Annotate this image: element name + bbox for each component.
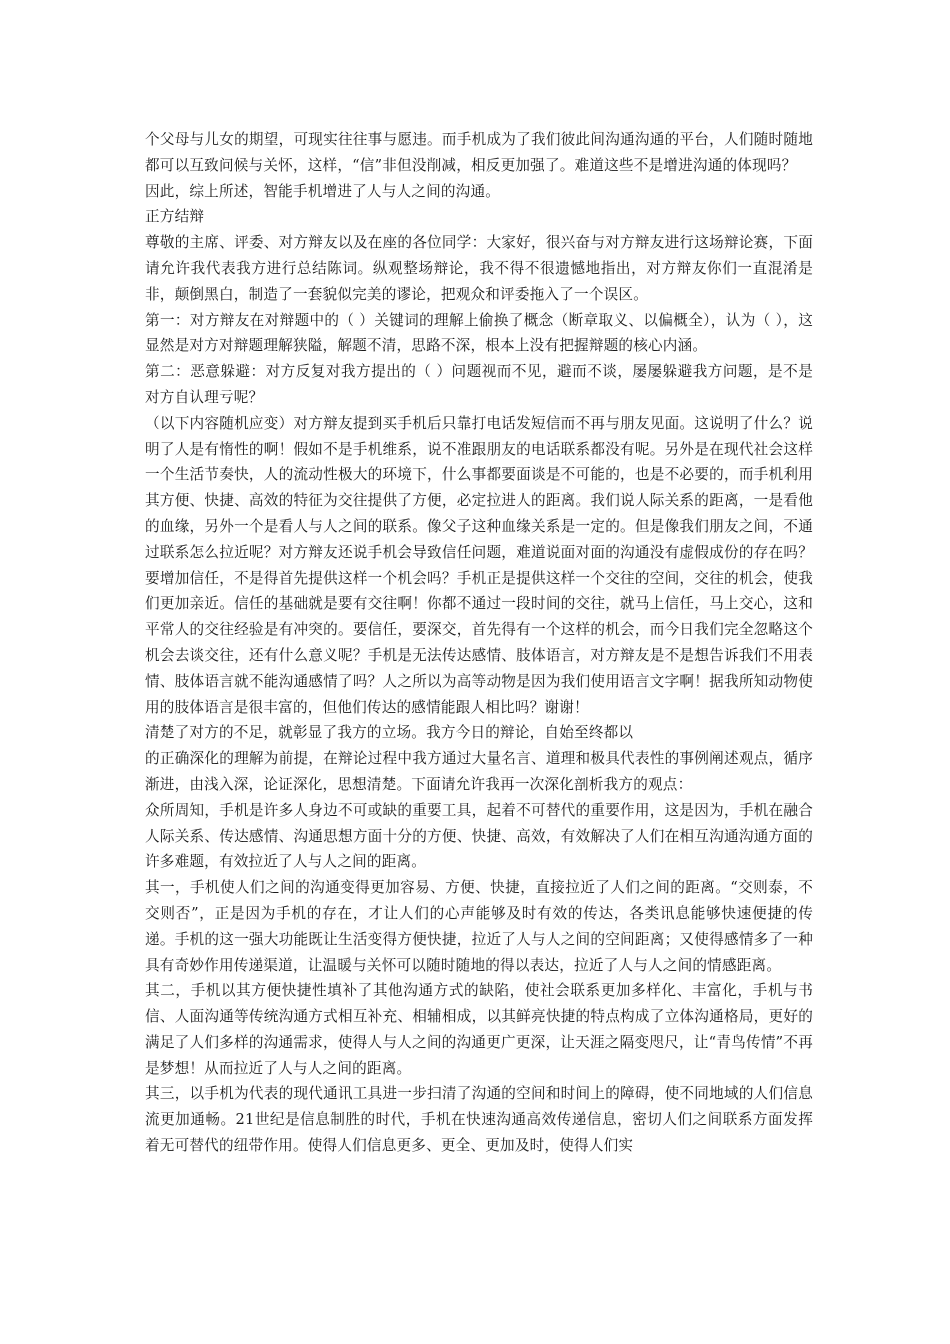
paragraph-5: 第一：对方辩友在对辩题中的（ ）关键词的理解上偷换了概念（断章取义、以偏概全），认为（ ），这显然是对方对辩题理解狭隘，解题不清，思路不深，根本上没有把握辩题的核心内涵。 (145, 311, 813, 355)
paragraph-6: 第二：恶意躲避：对方反复对我方提出的（ ）问题视而不见，避而不谈，屡屡躲避我方问题，是不是对方自认理亏呢？ (145, 363, 813, 406)
paragraph-8: 清楚了对方的不足，就彰显了我方的立场。我方今日的辩论，自始至终都以 (145, 724, 634, 742)
paragraph-2: 因此，综上所述，智能手机增进了人与人之间的沟通。 (145, 182, 501, 200)
paragraph-3: 正方结辩 (145, 208, 205, 226)
paragraph-7: （以下内容随机应变）对方辩友提到买手机后只靠打电话发短信而不再与朋友见面。这说明了什么？说明了人是有惰性的啊！假如不是手机维系，说不准跟朋友的电话联系都没有呢。另外是在现代社会这样一个生活节奏快，人的流动性极大的环境下，什么事都要面谈是不可能的，也是不必要的，而手机利用其方便、快捷、高效的特征为交往提供了方便，必定拉进人的距离。我们说人际关系的距离，一是看他的血缘，另外一个是看人与人之间的联系。像父子这种血缘关系是一定的。但是像我们朋友之间，不通过联系怎么拉近呢？对方辩友还说手机会导致信任问题，难道说面对面的沟通没有虚假成份的存在吗？要增加信任，不是得首先提供这样一个机会吗？手机正是提供这样一个交往的空间，交往的机会，使我们更加亲近。信任的基础就是要有交往啊！你都不通过一段时间的交往，就马上信任，马上交心，这和平常人的交往经验是有冲突的。要信任，要深交，首先得有一个这样的机会，而今日我们完全忽略这个机会去谈交往，还有什么意义呢？手机是无法传达感情、肢体语言，对方辩友是不是想告诉我们不用表情、肢体语言就不能沟通感情了吗？人之所以为高等动物是因为我们使用语言文字啊！据我所知动物使用的肢体语言是很丰富的，但他们传达的感情能跟人相比吗？谢谢！ (145, 414, 813, 716)
paragraph-10: 众所周知，手机是许多人身边不可或缺的重要工具，起着不可替代的重要作用，这是因为，手机在融合人际关系、传达感情、沟通思想方面十分的方便、快捷、高效，有效解决了人们在相互沟通沟通方面的许多难题，有效拉近了人与人之间的距离。 (145, 801, 813, 871)
paragraph-12: 其二，手机以其方便快捷性填补了其他沟通方式的缺陷，使社会联系更加多样化、丰富化，手机与书信、人面沟通等传统沟通方式相互补充、相辅相成，以其鲜亮快捷的特点构成了立体沟通格局，更好的满足了人们多样的沟通需求，使得人与人之间的沟通更广更深，让天涯之隔变咫尺，让“青鸟传情”不再是梦想！从而拉近了人与人之间的距离。 (145, 982, 813, 1077)
document-body (145, 127, 813, 1159)
paragraph-1: 个父母与儿女的期望，可现实往往事与愿违。而手机成为了我们彼此间沟通沟通的平台，人们随时随地都可以互致问候与关怀，这样，“信”非但没削减，相反更加强了。难道这些不是增进沟通的体现吗？ (145, 131, 813, 174)
paragraph-11: 其一，手机使人们之间的沟通变得更加容易、方便、快捷，直接拉近了人们之间的距离。“交则泰，不交则否”，正是因为手机的存在，才让人们的心声能够及时有效的传达，各类讯息能够快速便捷的传递。手机的这一强大功能既让生活变得方便快捷，拉近了人与人之间的空间距离；又使得感情多了一种具有奇妙作用传递渠道，让温暖与关怀可以随时随地的得以表达，拉近了人与人之间的情感距离。 (145, 879, 813, 974)
paragraph-13: 其三，以手机为代表的现代通讯工具进一步扫清了沟通的空间和时间上的障碍，使不同地域的人们信息流更加通畅。21世纪是信息制胜的时代，手机在快速沟通高效传递信息，密切人们之间联系方面发挥着无可替代的纽带作用。使得人们信息更多、更全、更加及时，使得人们实 (145, 1085, 813, 1155)
paragraph-9: 的正确深化的理解为前提，在辩论过程中我方通过大量名言、道理和极具代表性的事例阐述观点，循序渐进，由浅入深，论证深化，思想清楚。下面请允许我再一次深化剖析我方的观点： (145, 750, 813, 793)
paragraph-4: 尊敬的主席、评委、对方辩友以及在座的各位同学：大家好，很兴奋与对方辩友进行这场辩论赛，下面请允许我代表我方进行总结陈词。纵观整场辩论，我不得不很遗憾地指出，对方辩友你们一直混淆是非，颠倒黑白，制造了一套貌似完美的谬论，把观众和评委拖入了一个误区。 (145, 234, 813, 303)
